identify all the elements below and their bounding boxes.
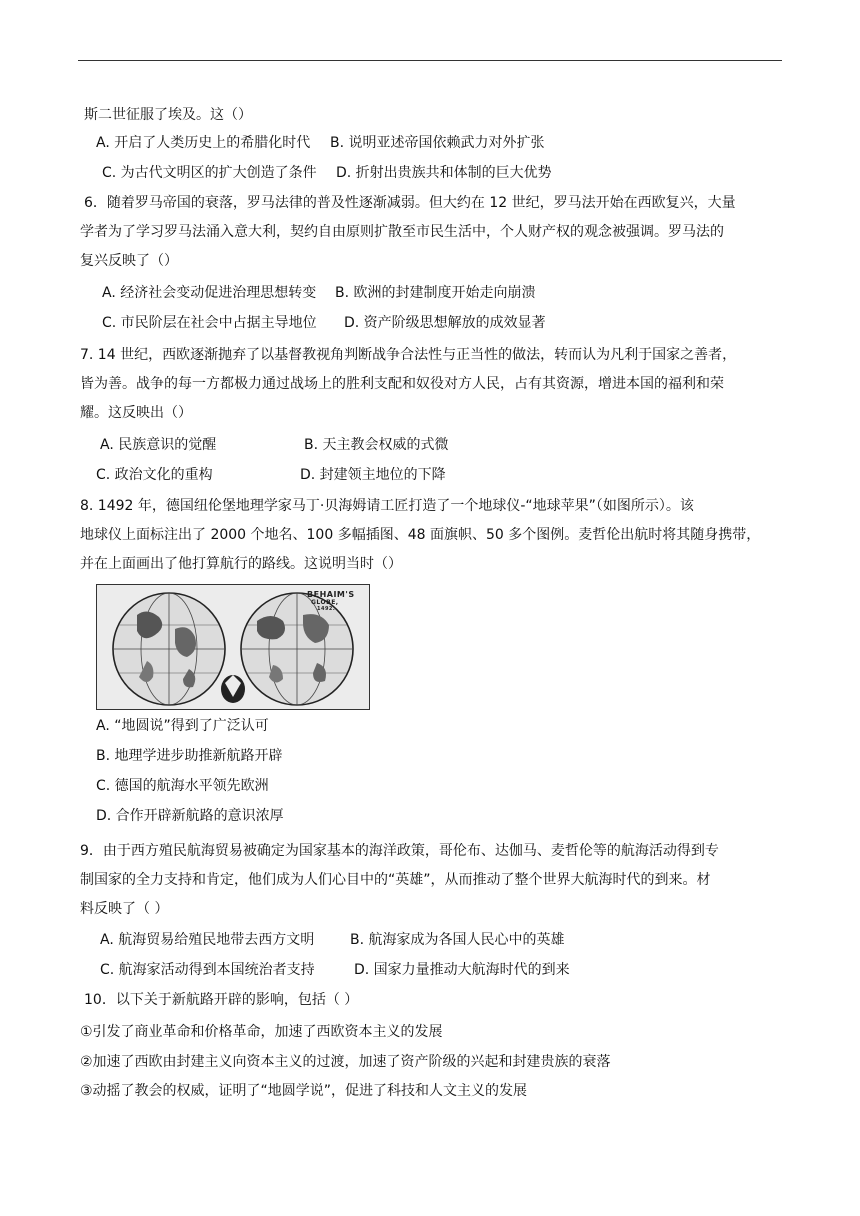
q8-option-a: A. “地圆说”得到了广泛认可 — [96, 718, 269, 734]
q9-option-a: A. 航海贸易给殖民地带去西方文明 — [100, 932, 315, 948]
q7-stem-line-3: 耀。这反映出（） — [80, 405, 192, 421]
q5-stem: 斯二世征服了埃及。这（） — [84, 107, 252, 123]
q7-stem-line-1: 7. 14 世纪，西欧逐渐抛弃了以基督教视角判断战争合法性与正当性的做法，转而认为凡利于国家之善者， — [80, 347, 737, 363]
q8-stem-line-1: 8. 1492 年，德国纽伦堡地理学家马丁·贝海姆请工匠打造了一个地球仪-“地球苹果”（如图所示）。该 — [80, 498, 694, 514]
q10-item-1: ①引发了商业革命和价格革命，加速了西欧资本主义的发展 — [80, 1024, 443, 1040]
q9-option-c: C. 航海家活动得到本国统治者支持 — [100, 962, 315, 978]
q10-stem: 10．以下关于新航路开辟的影响，包括（ ） — [84, 992, 359, 1008]
q9-option-d: D. 国家力量推动大航海时代的到来 — [354, 962, 570, 978]
q6-option-c: C. 市民阶层在社会中占据主导地位 — [102, 315, 317, 331]
q6-option-a: A. 经济社会变动促进治理思想转变 — [102, 285, 317, 301]
q6-option-d: D. 资产阶级思想解放的成效显著 — [344, 315, 546, 331]
q7-option-b: B. 天主教会权威的式微 — [304, 437, 449, 453]
q7-option-a: A. 民族意识的觉醒 — [100, 437, 217, 453]
q9-stem-line-1: 9．由于西方殖民航海贸易被确定为国家基本的海洋政策，哥伦布、达伽马、麦哲伦等的航海活动得到专 — [80, 843, 719, 859]
q8-stem-line-2: 地球仪上面标注出了 2000 个地名、100 多幅插图、48 面旗帜、50 多个图例。麦哲伦出航时将其随身携带， — [80, 527, 761, 543]
globe-caption-subtitle: GLOBE, — [311, 599, 339, 606]
q8-option-c: C. 德国的航海水平领先欧洲 — [96, 778, 269, 794]
q10-item-3: ③动摇了教会的权威，证明了“地圆学说”，促进了科技和人文主义的发展 — [80, 1083, 528, 1099]
q10-item-2: ②加速了西欧由封建主义向资本主义的过渡，加速了资产阶级的兴起和封建贵族的衰落 — [80, 1054, 611, 1070]
q5-option-c: C. 为古代文明区的扩大创造了条件 — [102, 165, 317, 181]
q9-stem-line-2: 制国家的全力支持和肯定，他们成为人们心目中的“英雄”，从而推动了整个世界大航海时代的到来。材 — [80, 872, 711, 888]
q9-stem-line-3: 料反映了（ ） — [80, 901, 169, 917]
q7-option-c: C. 政治文化的重构 — [96, 467, 213, 483]
globe-caption-title: BEHAIM'S — [307, 590, 355, 599]
q5-option-d: D. 折射出贵族共和体制的巨大优势 — [336, 165, 552, 181]
q5-option-b: B. 说明亚述帝国依赖武力对外扩张 — [330, 135, 545, 151]
q8-option-d: D. 合作开辟新航路的意识浓厚 — [96, 808, 284, 824]
q7-option-d: D. 封建领主地位的下降 — [300, 467, 446, 483]
q8-stem-line-3: 并在上面画出了他打算航行的路线。这说明当时（） — [80, 556, 402, 572]
q6-stem-line-1: 6．随着罗马帝国的衰落，罗马法律的普及性逐渐减弱。但大约在 12 世纪，罗马法开始在西欧复兴，大量 — [84, 195, 736, 211]
header-rule — [78, 60, 782, 61]
q6-stem-line-2: 学者为了学习罗马法涌入意大利，契约自由原则扩散至市民生活中，个人财产权的观念被强调。罗马法的 — [80, 224, 724, 240]
globe-caption-year: 1492. — [317, 606, 336, 612]
q6-stem-line-3: 复兴反映了（） — [80, 253, 178, 269]
q5-option-a: A. 开启了人类历史上的希腊化时代 — [96, 135, 311, 151]
q8-option-b: B. 地理学进步助推新航路开辟 — [96, 748, 283, 764]
q6-option-b: B. 欧洲的封建制度开始走向崩溃 — [335, 285, 536, 301]
behaim-globe-figure — [96, 584, 370, 710]
q7-stem-line-2: 皆为善。战争的每一方都极力通过战场上的胜利支配和奴役对方人民，占有其资源，增进本国的福利和荣 — [80, 376, 724, 392]
q9-option-b: B. 航海家成为各国人民心中的英雄 — [350, 932, 565, 948]
